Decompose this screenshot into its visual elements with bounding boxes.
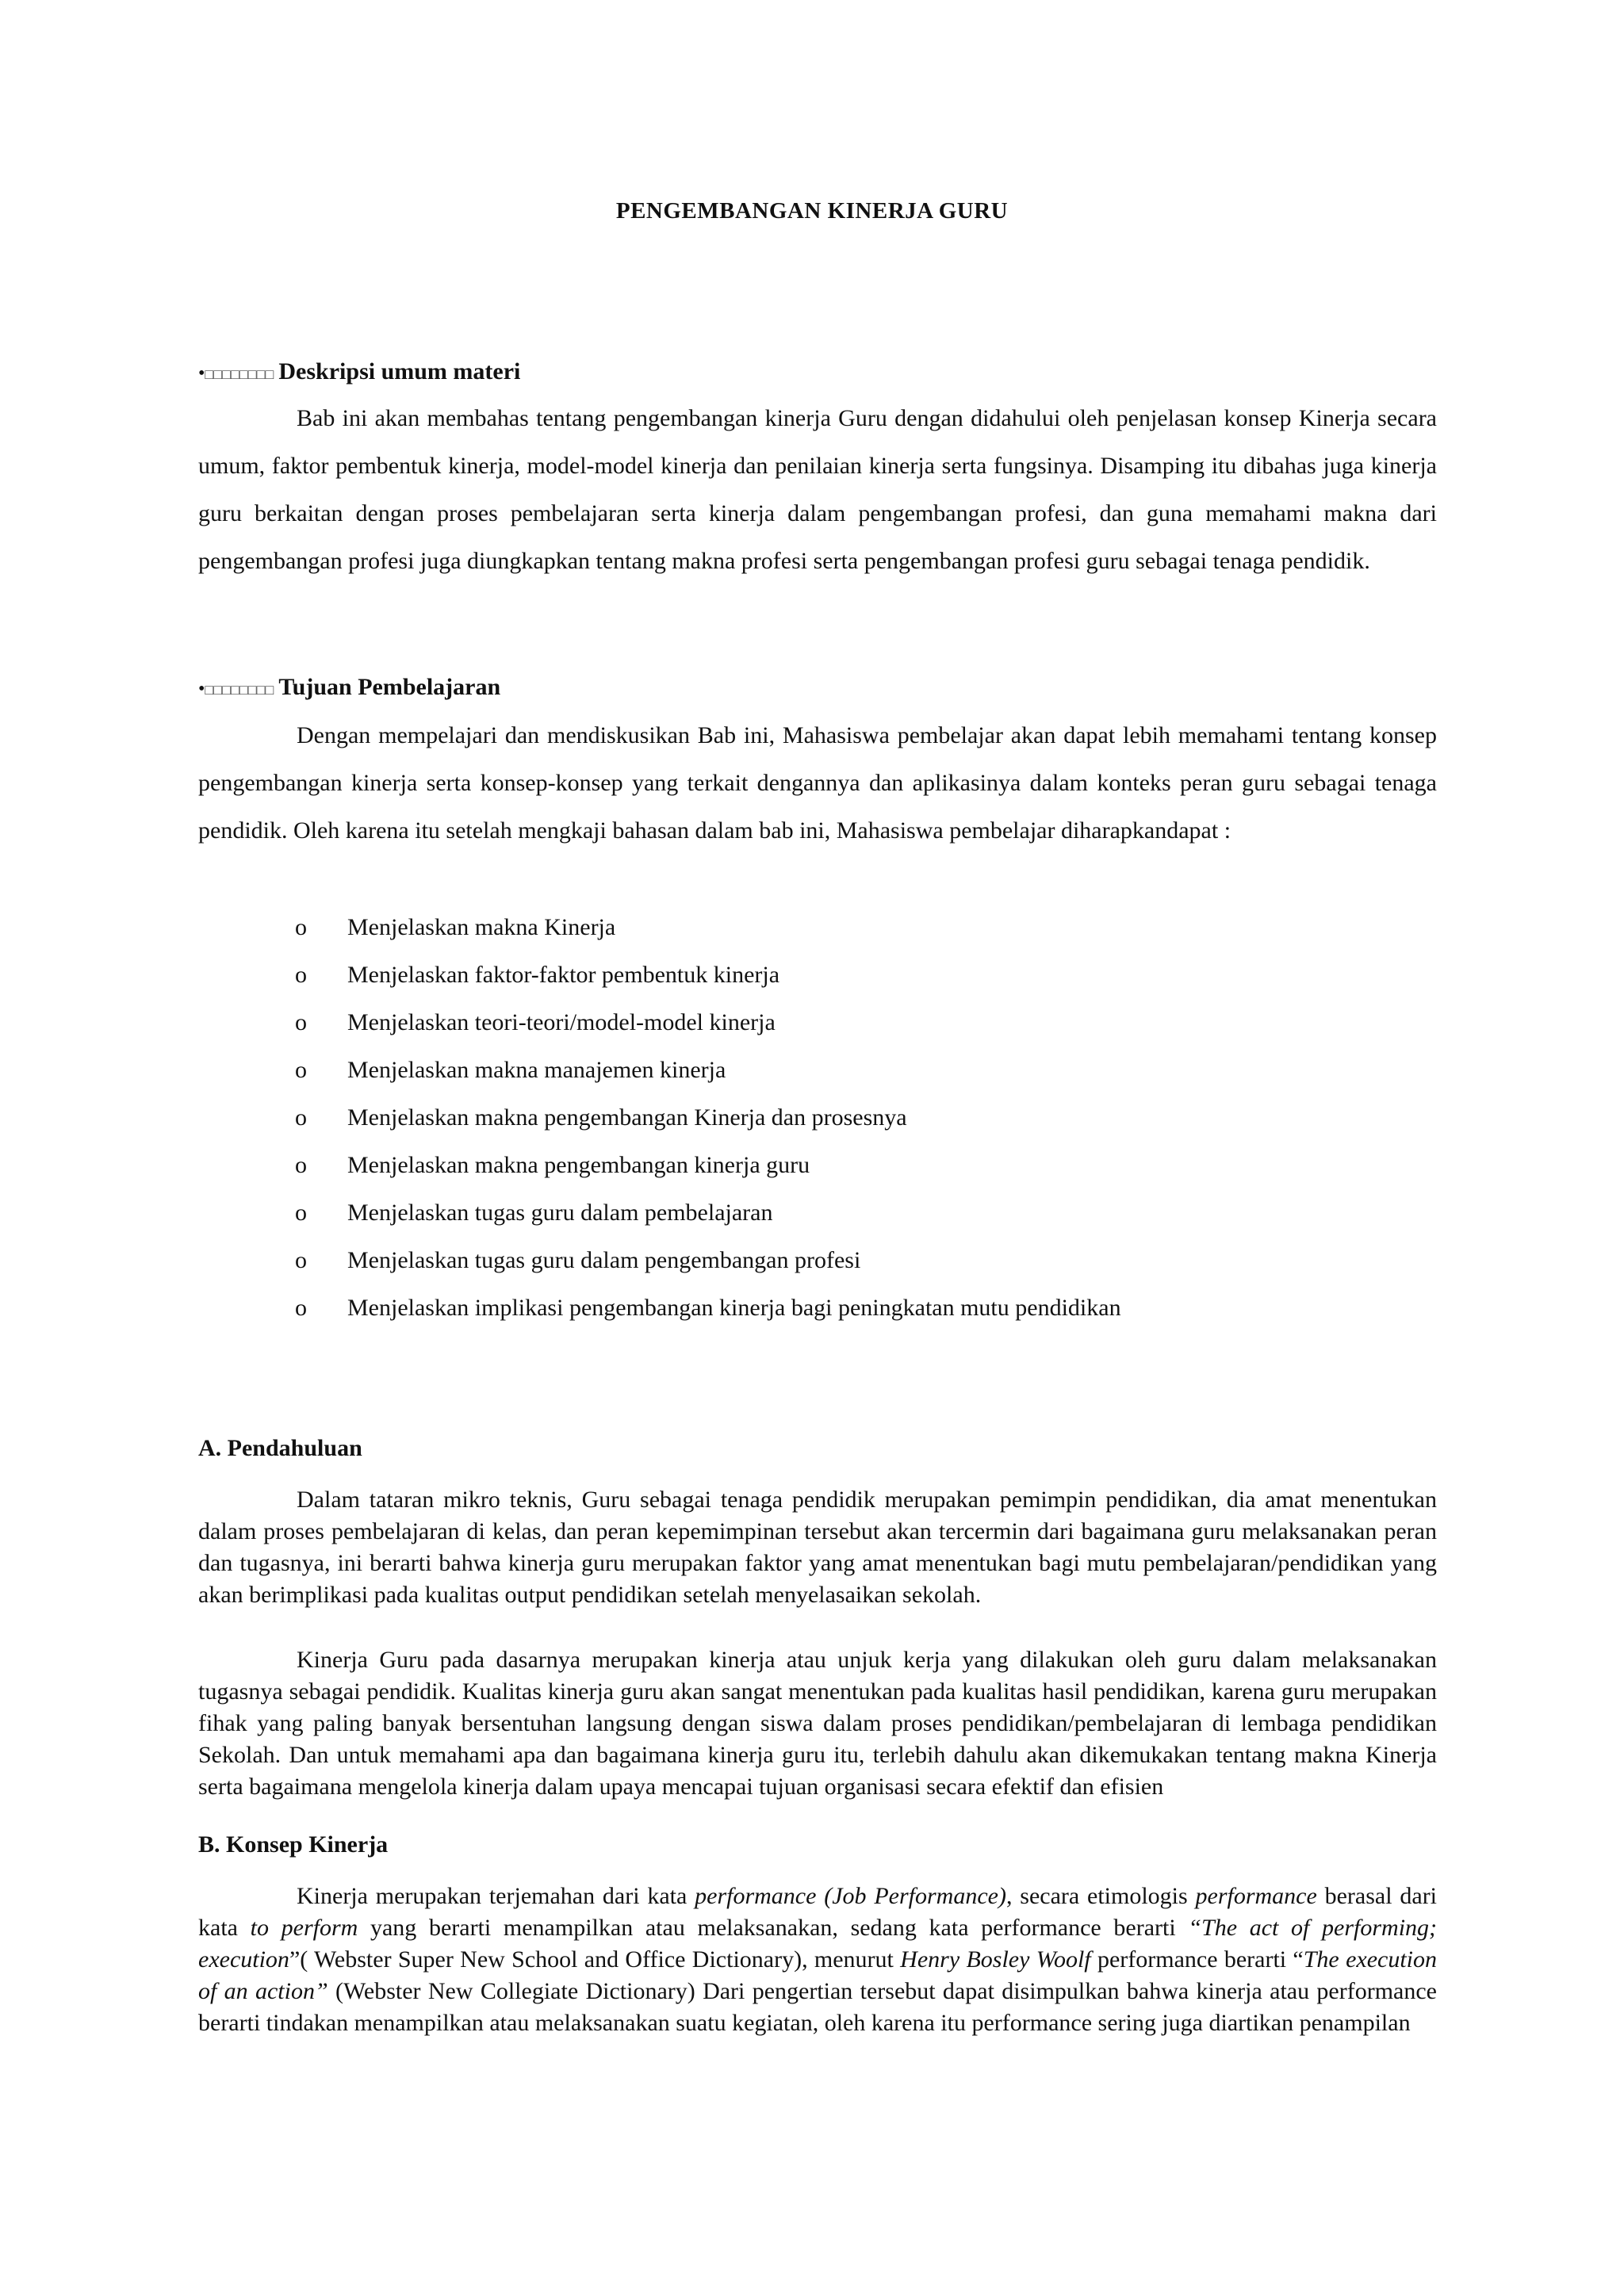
list-item-text: Menjelaskan tugas guru dalam pengembangan profesi: [347, 1247, 861, 1273]
list-item-text: Menjelaskan tugas guru dalam pembelajaran: [347, 1200, 773, 1226]
list-item-text: Menjelaskan faktor-faktor pembentuk kinerja: [347, 962, 780, 988]
section-heading-konsep: B. Konsep Kinerja: [198, 1831, 389, 1858]
list-marker: o: [295, 1247, 307, 1273]
heading-deskripsi: [198, 358, 520, 385]
list-marker: o: [295, 1009, 307, 1035]
list-marker: o: [295, 962, 307, 988]
list-item: [295, 1237, 1121, 1284]
objectives-list: [295, 904, 1121, 1332]
tujuan-body: Dengan mempelajari dan mendiskusikan Bab ini, Mahasiswa pembelajar akan dapat lebih memahami tentang konsep pengembangan kinerja serta konsep-konsep yang terkait dengannya dan aplikasinya dalam konteks peran guru sebagai tenaga pendidik. Oleh karena itu setelah mengkaji bahasan dalam bab ini, Mahasiswa pembelajar diharapkandapat :: [198, 722, 1437, 844]
list-item: [295, 1284, 1121, 1332]
list-marker: o: [295, 1057, 307, 1083]
list-item: [295, 951, 1121, 999]
list-item-text: Menjelaskan makna pengembangan kinerja guru: [347, 1152, 810, 1178]
section-heading-pendahuluan: A. Pendahuluan: [198, 1435, 362, 1461]
heading-deskripsi-label: Deskripsi umum materi: [278, 358, 521, 385]
pendahuluan-paragraph-2: Kinerja Guru pada dasarnya merupakan kinerja atau unjuk kerja yang dilakukan oleh guru dalam melaksanakan tugasnya sebagai pendidik. Kualitas kinerja guru akan sangat menentukan pada kualitas hasil pendidikan, karena guru merupakan fihak yang paling banyak bersentuhan langsung dengan siswa dalam proses pendidikan/pembelajaran di lembaga pendidikan Sekolah. Dan untuk memahami apa dan bagaimana kinerja guru itu, terlebih dahulu akan dikemukakan tentang makna Kinerja serta bagaimana mengelola kinerja dalam upaya mencapai tujuan organisasi secara efektif dan efisien: [198, 1647, 1437, 1800]
heading-tujuan: [198, 674, 500, 701]
missing-glyph-boxes: □□□□□□□□: [205, 366, 274, 382]
deskripsi-body: Bab ini akan membahas tentang pengembangan kinerja Guru dengan didahului oleh penjelasan konsep Kinerja secara umum, faktor pembentuk kinerja, model-model kinerja dan penilaian kinerja serta fungsinya. Disamping itu dibahas juga kinerja guru berkaitan dengan proses pembelajaran serta kinerja dalam pengembangan profesi, dan guna memahami makna dari pengembangan profesi juga diungkapkan tentang makna profesi serta pengembangan profesi guru sebagai tenaga pendidik.: [198, 405, 1437, 574]
list-marker: o: [295, 1295, 307, 1321]
list-item: [295, 1094, 1121, 1142]
list-item-text: Menjelaskan makna Kinerja: [347, 914, 616, 940]
heading-tujuan-label: Tujuan Pembelajaran: [278, 674, 501, 700]
bullet-icon: •: [198, 363, 205, 384]
list-marker: o: [295, 914, 307, 940]
list-marker: o: [295, 1104, 307, 1131]
missing-glyph-boxes: □□□□□□□□: [205, 682, 274, 698]
konsep-paragraph: Kinerja merupakan terjemahan dari kata performance (Job Performance), secara etimologis performance berasal dari kata to perform yang berarti menampilkan atau melaksanakan, sedang kata performance berarti “The act of performing; execution”( Webster Super New School and Office Dictionary), menurut Henry Bosley Woolf performance berarti “The execution of an action” (Webster New Collegiate Dictionary) Dari pengertian tersebut dapat disimpulkan bahwa kinerja atau performance berarti tindakan menampilkan atau melaksanakan suatu kegiatan, oleh karena itu performance sering juga diartikan penampilan: [198, 1883, 1438, 2036]
list-item-text: Menjelaskan implikasi pengembangan kinerja bagi peningkatan mutu pendidikan: [347, 1295, 1121, 1321]
pendahuluan-paragraph-1: Dalam tataran mikro teknis, Guru sebagai tenaga pendidik merupakan pemimpin pendidikan, dia amat menentukan dalam proses pembelajaran di kelas, dan peran kepemimpinan tersebut akan tercermin dari bagaimana guru melaksanakan peran dan tugasnya, ini berarti bahwa kinerja guru merupakan faktor yang amat menentukan bagi mutu pembelajaran/pendidikan yang akan berimplikasi pada kualitas output pendidikan setelah menyelasaikan sekolah.: [198, 1487, 1437, 1608]
page-title: PENGEMBANGAN KINERJA GURU: [615, 198, 1009, 224]
list-item-text: Menjelaskan makna pengembangan Kinerja dan prosesnya: [347, 1104, 907, 1131]
list-item-text: Menjelaskan teori-teori/model-model kinerja: [347, 1009, 776, 1035]
list-item: [295, 1189, 1121, 1237]
list-item: [295, 1142, 1121, 1189]
list-marker: o: [295, 1152, 307, 1178]
list-item-text: Menjelaskan makna manajemen kinerja: [347, 1057, 726, 1083]
list-item: [295, 999, 1121, 1047]
list-item: [295, 1047, 1121, 1094]
bullet-icon: •: [198, 679, 205, 699]
list-marker: o: [295, 1200, 307, 1226]
list-item: [295, 904, 1121, 951]
